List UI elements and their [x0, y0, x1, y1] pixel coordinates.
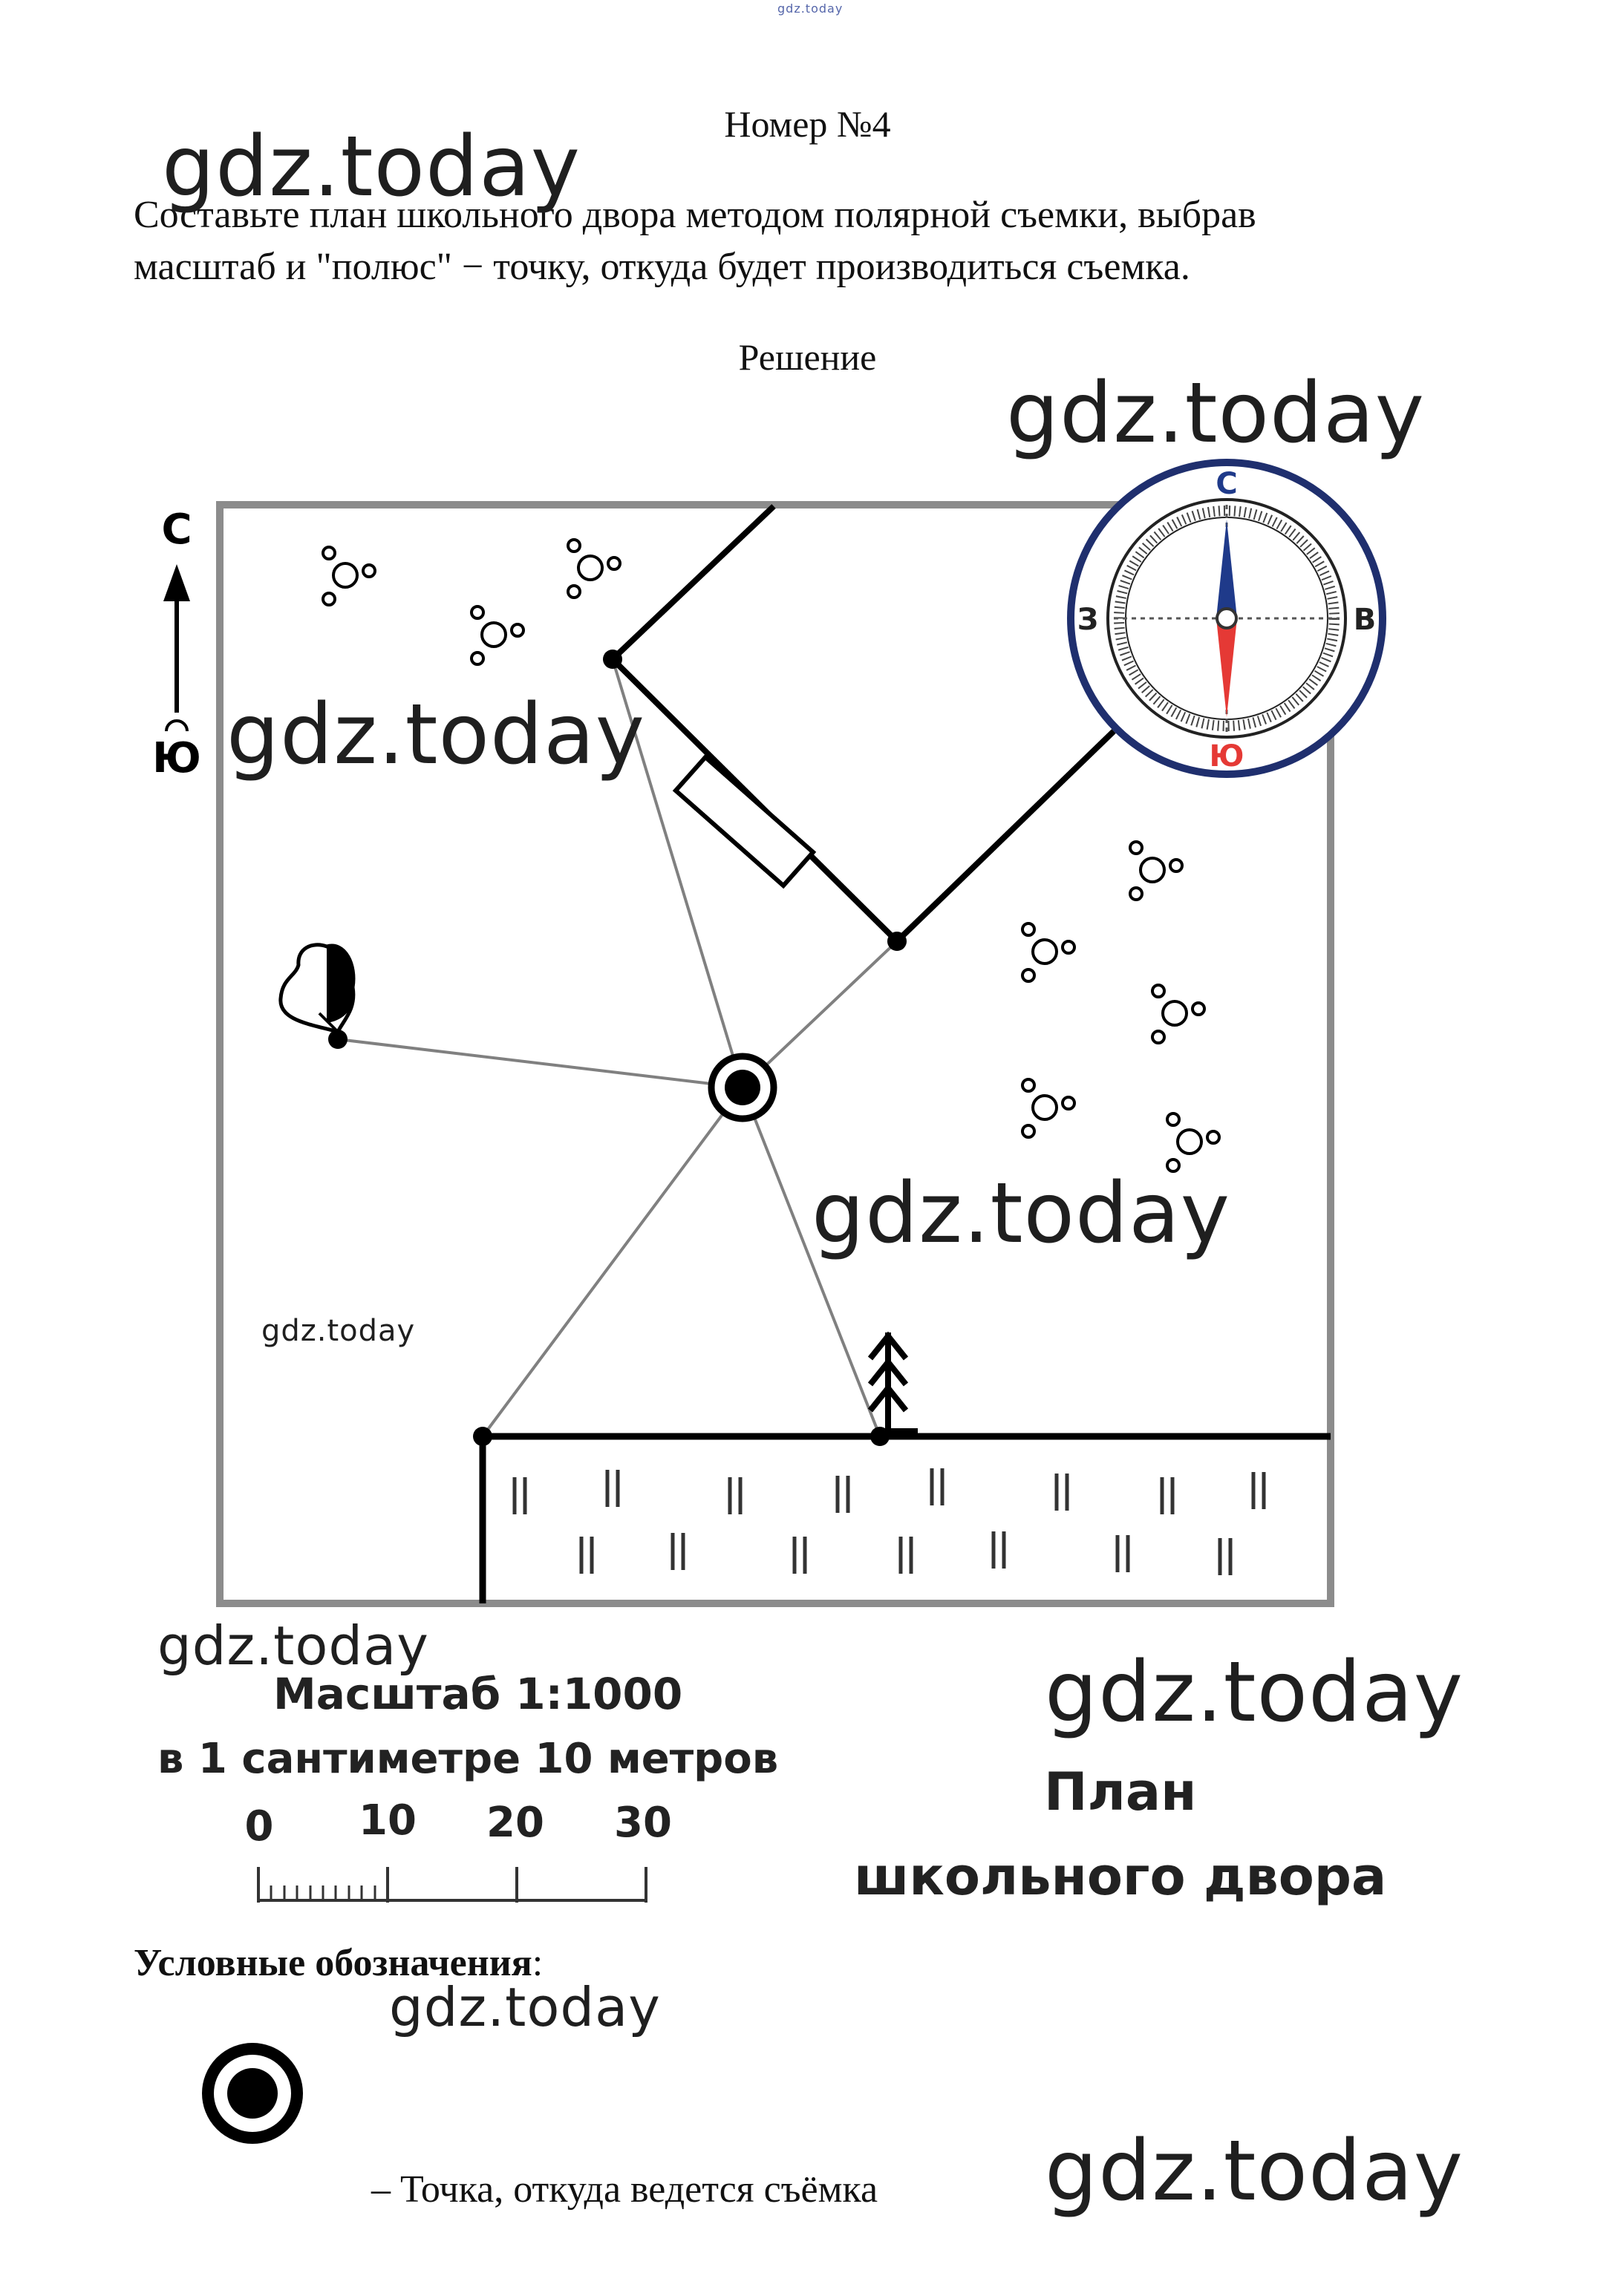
shrub-icon — [1130, 842, 1182, 900]
compass-icon — [1071, 462, 1383, 774]
plan-title-line2: школьного двора — [854, 1846, 1387, 1907]
watermark: gdz.today — [1045, 1644, 1464, 1741]
scale-tick-0: 0 — [244, 1802, 274, 1851]
scale-subtitle: в 1 сантиметре 10 метров — [157, 1735, 779, 1783]
shrub-icon — [1152, 985, 1204, 1043]
north-arrow — [152, 506, 201, 782]
legend-title-suffix: : — [532, 1942, 544, 1984]
scale-tick-30: 30 — [614, 1799, 672, 1847]
task-line-2: масштаб и "полюс" − точку, откуда будет производиться съемка. — [134, 246, 1190, 288]
watermark: gdz.today — [389, 1976, 661, 2038]
compass-east-label: В — [1353, 603, 1377, 637]
conifer-tree-icon — [870, 1332, 918, 1436]
shrub-icon — [568, 540, 620, 598]
watermark: gdz.today — [261, 1314, 416, 1348]
watermark: gdz.today — [157, 1615, 429, 1677]
legend-title-text: Условные обозначения — [134, 1942, 532, 1984]
scale-title: Масштаб 1:1000 — [273, 1669, 683, 1719]
grass-marks — [515, 1468, 1264, 1575]
north-arrow-label-s: Ю — [152, 734, 201, 782]
solution-title: Решение — [738, 336, 877, 378]
compass-west-label: З — [1077, 603, 1099, 637]
scale-bar — [258, 1867, 646, 1903]
school-building — [613, 506, 1114, 941]
shrub-icon — [1022, 923, 1074, 981]
watermark: gdz.today — [812, 1165, 1231, 1262]
scale-tick-20: 20 — [486, 1799, 544, 1847]
legend-survey-point-label: – Точка, откуда ведется съёмка — [371, 2168, 878, 2211]
compass-north-label: С — [1216, 467, 1238, 501]
top-watermark: gdz.today — [777, 1, 844, 16]
shrub-icon — [1167, 1113, 1219, 1171]
watermark: gdz.today — [1006, 365, 1426, 462]
plan-title-line1: План — [1044, 1762, 1197, 1822]
watermark: gdz.today — [162, 119, 581, 215]
north-arrow-label-n: С — [161, 506, 192, 554]
shrub-icon — [472, 606, 523, 664]
scale-tick-10: 10 — [359, 1796, 417, 1845]
bush-icon — [281, 945, 353, 1032]
shrub-icon — [323, 547, 375, 605]
legend-survey-point-icon — [208, 2049, 297, 2138]
watermark: gdz.today — [226, 687, 646, 783]
page-title: Номер №4 — [724, 103, 891, 145]
survey-pole — [711, 1056, 774, 1119]
meadow-area — [483, 1436, 1331, 1603]
watermark: gdz.today — [1045, 2123, 1464, 2220]
shrub-icon — [1022, 1079, 1074, 1137]
task-line-1: Составьте план школьного двора методом полярной съемки, выбрав — [134, 194, 1256, 236]
compass-south-label: Ю — [1209, 739, 1244, 773]
